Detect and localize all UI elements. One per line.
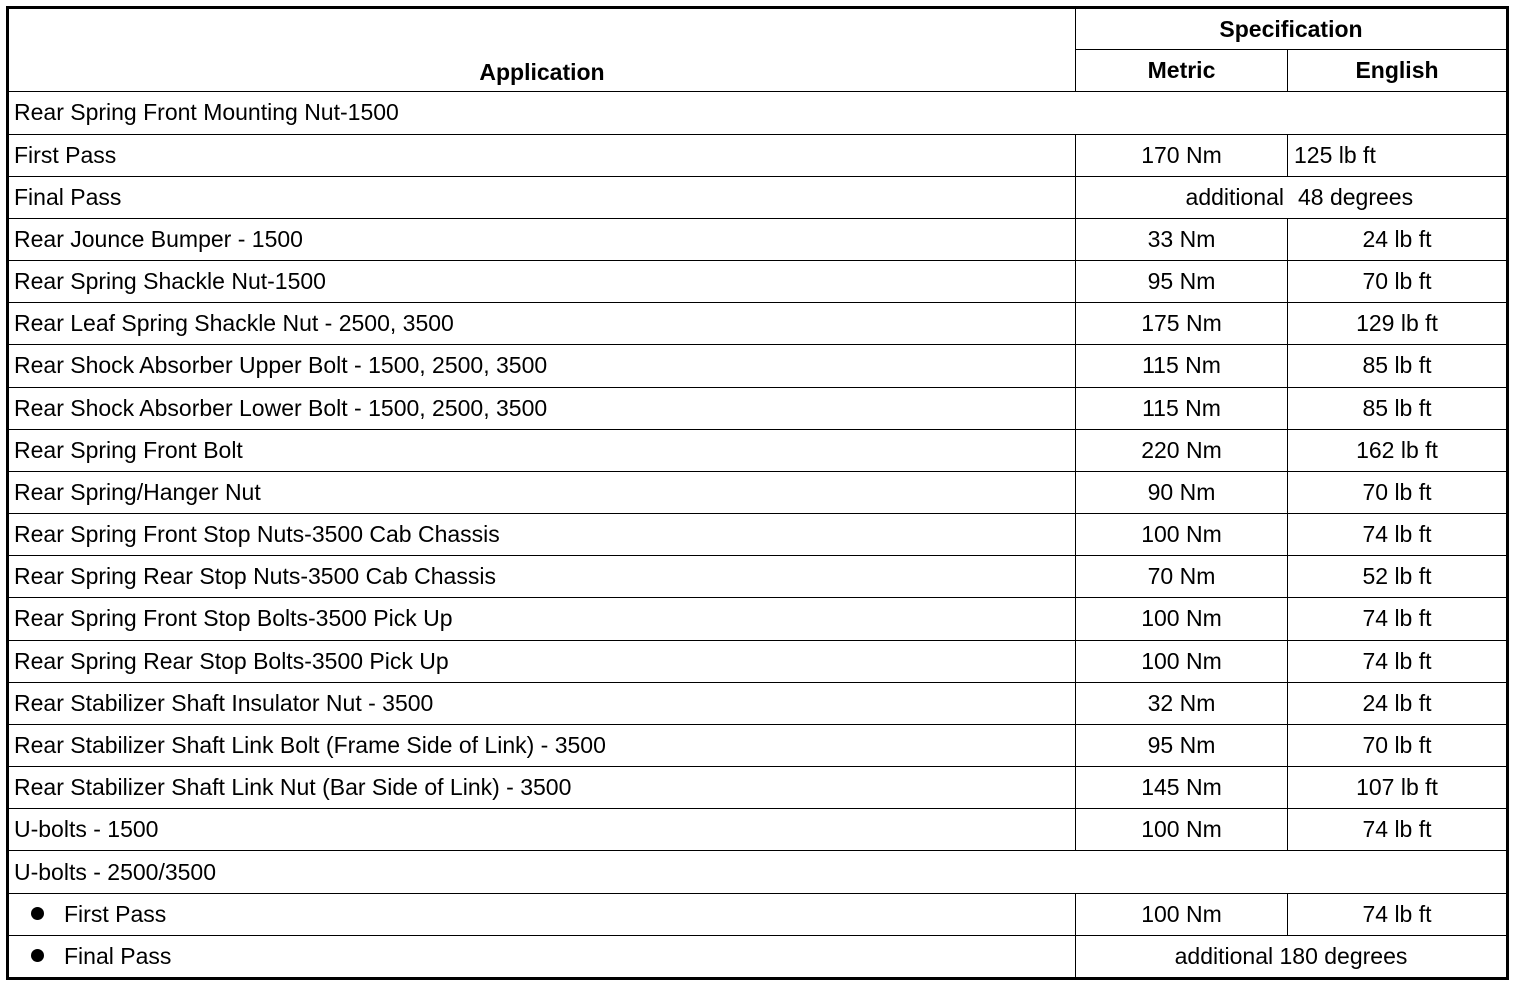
spec-span-cell: additional 180 degrees xyxy=(1076,935,1508,978)
table-row xyxy=(8,261,1508,303)
metric-cell: 175 Nm xyxy=(1076,303,1288,345)
english-cell: 52 lb ft xyxy=(1288,556,1508,598)
application-cell: Final Pass xyxy=(8,176,1076,218)
table-row xyxy=(8,92,1508,134)
table-row xyxy=(8,345,1508,387)
table-row xyxy=(8,767,1508,809)
metric-cell: 170 Nm xyxy=(1076,134,1288,176)
english-cell: 85 lb ft xyxy=(1288,345,1508,387)
column-header-metric: Metric xyxy=(1076,50,1288,92)
application-cell: Rear Spring Front Stop Nuts-3500 Cab Chassis xyxy=(8,514,1076,556)
english-cell: 85 lb ft xyxy=(1288,387,1508,429)
table-row xyxy=(8,724,1508,766)
english-cell: 74 lb ft xyxy=(1288,640,1508,682)
metric-cell: 100 Nm xyxy=(1076,893,1288,935)
table-row xyxy=(8,640,1508,682)
application-cell: Rear Leaf Spring Shackle Nut - 2500, 3500 xyxy=(8,303,1076,345)
application-cell: Rear Spring Front Bolt xyxy=(8,429,1076,471)
table-row xyxy=(8,303,1508,345)
application-cell: Rear Shock Absorber Lower Bolt - 1500, 2500, 3500 xyxy=(8,387,1076,429)
application-cell: Rear Shock Absorber Upper Bolt - 1500, 2500, 3500 xyxy=(8,345,1076,387)
english-cell: 129 lb ft xyxy=(1288,303,1508,345)
english-cell: 162 lb ft xyxy=(1288,429,1508,471)
application-cell: U-bolts - 2500/3500 xyxy=(8,851,1508,893)
metric-cell: 100 Nm xyxy=(1076,514,1288,556)
table-row xyxy=(8,809,1508,851)
application-cell: Rear Spring Rear Stop Bolts-3500 Pick Up xyxy=(8,640,1076,682)
application-cell: Rear Spring Front Mounting Nut-1500 xyxy=(8,92,1508,134)
metric-cell: 33 Nm xyxy=(1076,218,1288,260)
table-row xyxy=(8,471,1508,513)
header-row-top xyxy=(8,8,1508,50)
metric-cell: 70 Nm xyxy=(1076,556,1288,598)
english-cell: 74 lb ft xyxy=(1288,809,1508,851)
table-row xyxy=(8,218,1508,260)
english-cell: 24 lb ft xyxy=(1288,218,1508,260)
english-cell: 70 lb ft xyxy=(1288,724,1508,766)
english-cell: 107 lb ft xyxy=(1288,767,1508,809)
table-row xyxy=(8,514,1508,556)
application-cell: Rear Spring Shackle Nut-1500 xyxy=(8,261,1076,303)
english-cell: 70 lb ft xyxy=(1288,261,1508,303)
application-cell: Rear Stabilizer Shaft Insulator Nut - 3500 xyxy=(8,682,1076,724)
metric-cell: 220 Nm xyxy=(1076,429,1288,471)
table-row xyxy=(8,935,1508,978)
application-cell: Rear Jounce Bumper - 1500 xyxy=(8,218,1076,260)
table-row xyxy=(8,598,1508,640)
application-cell: Rear Stabilizer Shaft Link Bolt (Frame Side of Link) - 3500 xyxy=(8,724,1076,766)
english-cell: 70 lb ft xyxy=(1288,471,1508,513)
english-cell: 74 lb ft xyxy=(1288,514,1508,556)
spec-span-text-a: additional xyxy=(1185,183,1284,210)
application-cell-bulleted xyxy=(8,893,1076,935)
english-cell: 24 lb ft xyxy=(1288,682,1508,724)
application-cell: Rear Stabilizer Shaft Link Nut (Bar Side of Link) - 3500 xyxy=(8,767,1076,809)
english-cell: 125 lb ft xyxy=(1288,134,1508,176)
english-cell: 74 lb ft xyxy=(1288,598,1508,640)
application-label: First Pass xyxy=(64,900,167,927)
metric-cell: 95 Nm xyxy=(1076,724,1288,766)
application-cell-bulleted xyxy=(8,935,1076,978)
bullet-icon xyxy=(31,907,44,920)
metric-cell: 95 Nm xyxy=(1076,261,1288,303)
spec-span-text-b: 48 degrees xyxy=(1298,183,1414,210)
column-group-header-specification: Specification xyxy=(1076,8,1508,50)
table-row xyxy=(8,893,1508,935)
english-cell: 74 lb ft xyxy=(1288,893,1508,935)
metric-cell: 115 Nm xyxy=(1076,345,1288,387)
spec-span-cell xyxy=(1076,176,1508,218)
metric-cell: 100 Nm xyxy=(1076,598,1288,640)
application-label: Final Pass xyxy=(64,942,172,969)
metric-cell: 100 Nm xyxy=(1076,640,1288,682)
application-cell: Rear Spring/Hanger Nut xyxy=(8,471,1076,513)
metric-cell: 100 Nm xyxy=(1076,809,1288,851)
table-row xyxy=(8,387,1508,429)
table-row xyxy=(8,429,1508,471)
application-cell: U-bolts - 1500 xyxy=(8,809,1076,851)
metric-cell: 32 Nm xyxy=(1076,682,1288,724)
table-row xyxy=(8,851,1508,893)
metric-cell: 145 Nm xyxy=(1076,767,1288,809)
torque-specification-table xyxy=(6,6,1509,980)
table-row xyxy=(8,556,1508,598)
metric-cell: 115 Nm xyxy=(1076,387,1288,429)
table-row xyxy=(8,176,1508,218)
column-header-application: Application xyxy=(8,8,1076,92)
application-cell: First Pass xyxy=(8,134,1076,176)
application-cell: Rear Spring Front Stop Bolts-3500 Pick Up xyxy=(8,598,1076,640)
table-row xyxy=(8,682,1508,724)
table-row xyxy=(8,134,1508,176)
metric-cell: 90 Nm xyxy=(1076,471,1288,513)
application-cell: Rear Spring Rear Stop Nuts-3500 Cab Chassis xyxy=(8,556,1076,598)
column-header-english: English xyxy=(1288,50,1508,92)
bullet-icon xyxy=(31,949,44,962)
